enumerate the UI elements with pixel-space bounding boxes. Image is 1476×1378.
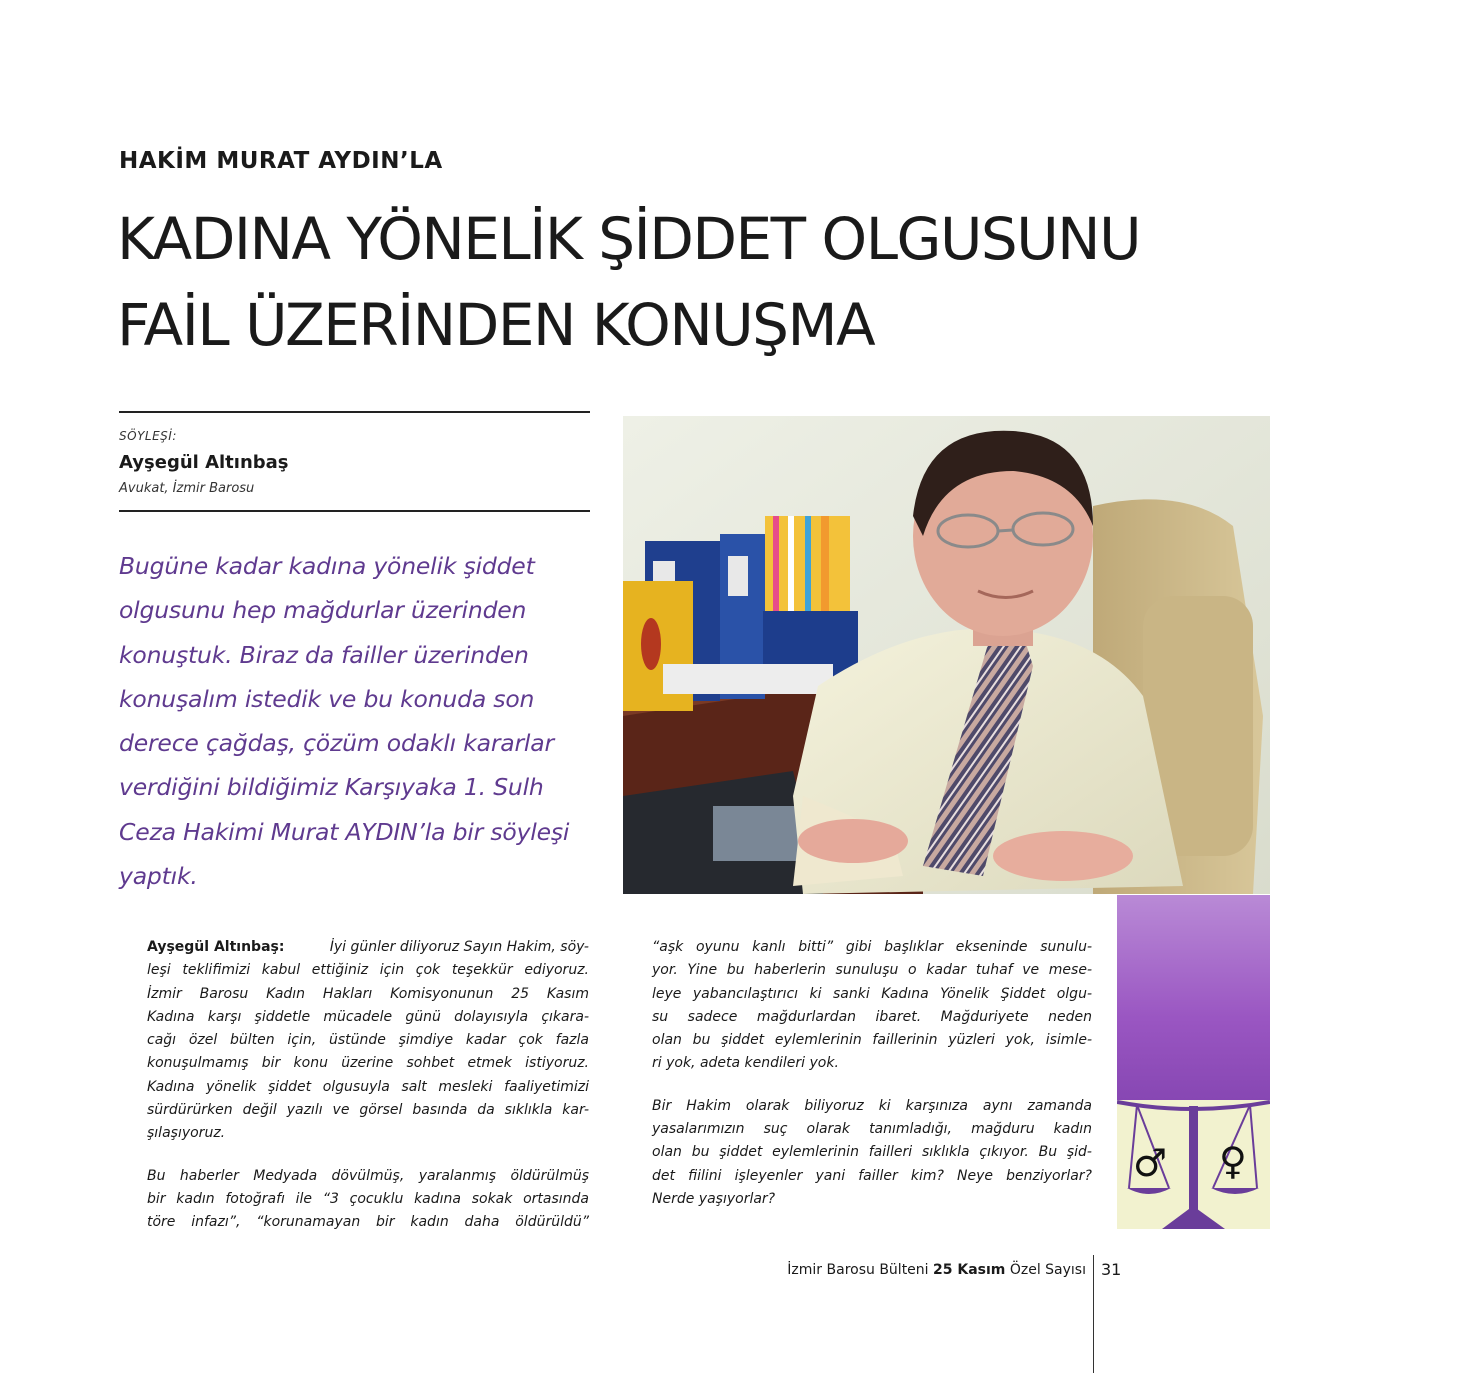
- credit-top-rule: [119, 411, 590, 413]
- text-line: leşi teklifimizi kabul ettiğiniz için çok teşekkür ediyoruz.: [147, 962, 589, 979]
- text-line: Bir Hakim olarak biliyoruz ki karşınıza aynı zamanda: [652, 1097, 1092, 1114]
- text-line: sürdürürken değil yazılı ve görsel basında da sıklıkla kar-: [147, 1102, 589, 1119]
- paragraph: [147, 936, 589, 1146]
- article-kicker: HAKİM MURAT AYDIN’LA: [119, 148, 443, 174]
- credit-name: Ayşegül Altınbaş: [119, 452, 289, 473]
- text-fragment: İyi günler diliyoruz Sayın Hakim, söy-: [329, 939, 589, 955]
- page-footer: [760, 1262, 1086, 1278]
- credit-role: Avukat, İzmir Barosu: [119, 481, 255, 496]
- interview-column-left: [147, 936, 589, 1254]
- lead-line: derece çağdaş, çözüm odaklı kararlar: [119, 729, 554, 758]
- lead-paragraph: [119, 544, 589, 898]
- text-line: konuşulmamış bir konu üzerine sohbet etmek istiyoruz.: [147, 1055, 589, 1072]
- portrait-photo: [623, 416, 1270, 894]
- female-symbol-icon: ♀: [1219, 1139, 1247, 1183]
- page-number: 31: [1101, 1260, 1122, 1279]
- footer-issue-date: 25 Kasım: [933, 1262, 1006, 1278]
- credit-bottom-rule: [119, 510, 590, 512]
- text-line: “aşk oyunu kanlı bitti” gibi başlıklar ekseninde sunulu-: [652, 939, 1092, 955]
- text-line: şılaşıyoruz.: [147, 1125, 226, 1142]
- lead-line: konuştuk. Biraz da failler üzerinden: [119, 640, 529, 669]
- footer-divider: [1093, 1255, 1094, 1373]
- text-line: bir kadın fotoğrafı ile “3 çocuklu kadına sokak ortasında: [147, 1190, 589, 1207]
- male-symbol-icon: ♂: [1133, 1141, 1168, 1185]
- paragraph: [147, 1165, 589, 1235]
- paragraph: [652, 1095, 1092, 1211]
- paragraph: [652, 936, 1092, 1076]
- text-line: ri yok, adeta kendileri yok.: [652, 1055, 839, 1072]
- lead-line: verdiğini bildiğimiz Karşıyaka 1. Sulh: [119, 773, 544, 802]
- title-line: KADINA YÖNELİK ŞİDDET OLGUSUNU: [117, 205, 1141, 273]
- speaker-label: Ayşegül Altınbaş:: [147, 939, 285, 955]
- text-line: su sadece mağdurlardan ibaret. Mağduriyete neden: [652, 1008, 1092, 1025]
- lead-line: yaptık.: [119, 862, 198, 891]
- article-title: [117, 196, 1277, 368]
- text-line: olan bu şiddet eylemlerinin failleri sıklıkla çıkıyor. Bu şid-: [652, 1144, 1092, 1161]
- text-line: olan bu şiddet eylemlerinin faillerinin yüzleri yok, isimle-: [652, 1032, 1092, 1049]
- lead-line: Ceza Hakimi Murat AYDIN’la bir söyleşi: [119, 817, 570, 846]
- text-line: yasalarımızın suç olarak tanımladığı, mağduru kadın: [652, 1121, 1092, 1138]
- credit-label: SÖYLEŞİ:: [119, 429, 177, 443]
- text-line: cağı özel bülten için, üstünde şimdiye kadar çok fazla: [147, 1032, 589, 1049]
- text-line: Bu haberler Medyada dövülmüş, yaralanmış öldürülmüş: [147, 1167, 589, 1184]
- text-line: töre infazı”, “korunamayan bir kadın daha öldürüldü”: [147, 1214, 589, 1231]
- lead-line: Bugüne kadar kadına yönelik şiddet: [119, 552, 535, 580]
- title-line: FAİL ÜZERİNDEN KONUŞMA: [117, 291, 875, 359]
- sidebar-gradient: [1117, 895, 1270, 1100]
- text-line: det fiilini işleyenler yani failler kim? Neye benziyorlar?: [652, 1167, 1092, 1184]
- lead-line: olgusunu hep mağdurlar üzerinden: [119, 596, 527, 625]
- lead-line: konuşalım istedik ve bu konuda son: [119, 684, 535, 713]
- text-line: İzmir Barosu Kadın Hakları Komisyonunun 25 Kasım: [147, 985, 589, 1002]
- text-line: leye yabancılaştırıcı ki sanki Kadına Yönelik Şiddet olgu-: [652, 985, 1092, 1002]
- decorative-sidebar: [1117, 895, 1270, 1229]
- footer-publication: İzmir Barosu Bülteni: [787, 1262, 934, 1278]
- footer-issue-type: Özel Sayısı: [1005, 1262, 1086, 1278]
- text-line: [147, 936, 589, 959]
- text-line: Kadına yönelik şiddet olgusuyla salt mesleki faaliyetimizi: [147, 1078, 589, 1095]
- text-line: Kadına karşı şiddetle mücadele günü dolayısıyla çıkara-: [147, 1008, 589, 1025]
- text-line: yor. Yine bu haberlerin sunuluşu o kadar tuhaf ve mese-: [652, 962, 1092, 979]
- text-line: Nerde yaşıyorlar?: [652, 1190, 776, 1207]
- interview-column-right: [652, 936, 1092, 1230]
